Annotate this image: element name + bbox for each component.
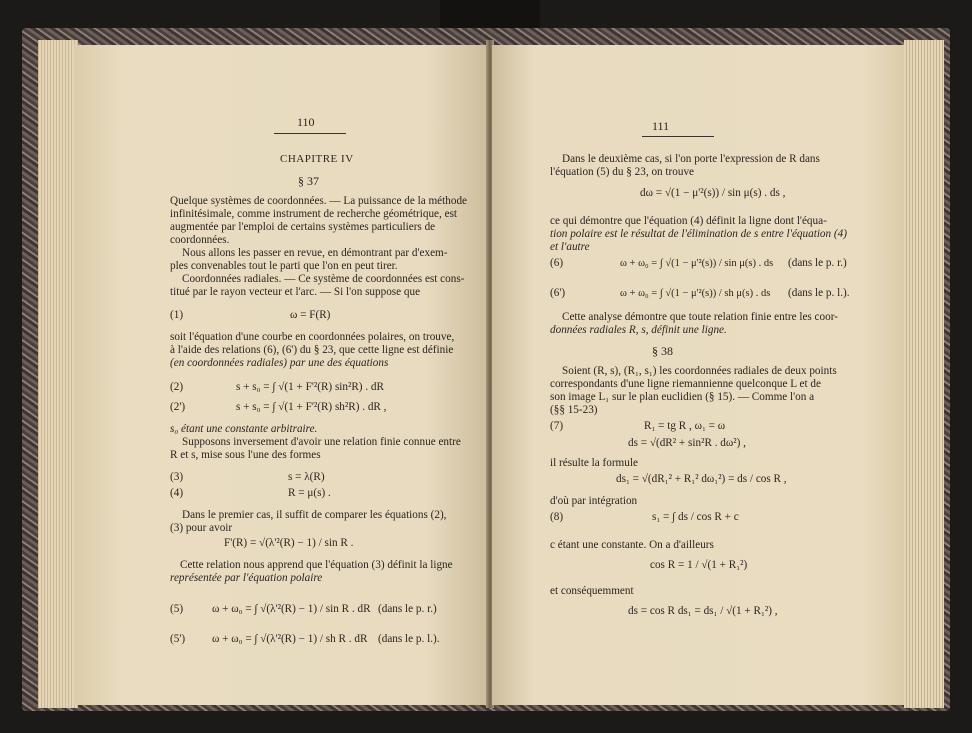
text-line: représentée par l'équation polaire: [170, 572, 323, 584]
text-line: il résulte la formule: [550, 457, 638, 469]
equation-label: (8): [550, 511, 564, 523]
section-heading: § 38: [652, 344, 673, 358]
equation-label: (4): [170, 487, 184, 499]
text-line: ples convenables tout le parti que l'on en peut tirer.: [170, 260, 398, 272]
equation-label: (1): [170, 309, 184, 321]
text-line: (en coordonnées radiales) par une des équations: [170, 357, 389, 369]
text-line: tion polaire est le résultat de l'élimination de s entre l'équation (4): [550, 228, 847, 240]
equation: F'(R) = √(λ'²(R) − 1) / sin R .: [224, 537, 354, 549]
page-number: 110: [297, 115, 315, 129]
text-line: (§§ 15-23): [550, 404, 598, 416]
text-line: données radiales R, s, définit une ligne.: [550, 324, 727, 336]
equation-label: (6'): [550, 287, 566, 299]
equation-note: (dans le p. r.): [378, 603, 437, 615]
equation-note: (dans le p. r.): [788, 257, 847, 269]
equation-label: (3): [170, 471, 184, 483]
right-page-edges: [904, 40, 944, 708]
text-line: et conséquemment: [550, 585, 634, 597]
left-page-edges: [38, 40, 78, 708]
equation: dω = √(1 − μ'²(s)) / sin μ(s) . ds ,: [640, 187, 786, 199]
text-line: (3) pour avoir: [170, 522, 233, 534]
header-rule: [274, 133, 346, 134]
equation: s = λ(R): [288, 471, 325, 483]
text-line: infinitésimale, comme instrument de recherche géométrique, est: [170, 208, 458, 220]
equation-label: (5): [170, 603, 184, 615]
equation: R = μ(s) .: [288, 487, 331, 499]
equation: ω = F(R): [290, 309, 331, 321]
section-heading: § 37: [298, 174, 319, 188]
equation: ω + ω₀ = ∫ √(1 − μ'²(s)) / sh μ(s) . ds: [620, 288, 771, 299]
text-line: Cette relation nous apprend que l'équation (3) définit la ligne: [180, 559, 453, 571]
text-line: Coordonnées radiales. — Ce système de coordonnées est cons-: [182, 273, 465, 285]
equation: ω + ω₀ = ∫ √(λ'²(R) − 1) / sin R . dR: [212, 603, 371, 615]
text-line: c étant une constante. On a d'ailleurs: [550, 539, 714, 551]
text-line: ce qui démontre que l'équation (4) définit la ligne dont l'équa-: [550, 215, 827, 227]
text-line: l'équation (5) du § 23, on trouve: [550, 166, 695, 178]
text-line: Soient (R, s), (R₁, s₁) les coordonnées radiales de deux points: [562, 365, 837, 377]
text-line: Nous allons les passer en revue, en démontrant par d'exem-: [182, 247, 448, 259]
text-line: s₀ étant une constante arbitraire.: [170, 423, 318, 435]
header-rule: [642, 136, 714, 137]
text-line: R et s, mise sous l'une des formes: [170, 449, 321, 461]
text-line: et l'autre: [550, 241, 590, 253]
left-page: [74, 45, 488, 705]
equation: ds₁ = √(dR₁² + R₁² dω₁²) = ds / cos R ,: [616, 473, 787, 485]
text-line: titué par le rayon vecteur et l'arc. — Si l'on suppose que: [170, 286, 421, 298]
equation: ds = cos R ds₁ = ds₁ / √(1 + R₁²) ,: [628, 605, 778, 617]
equation-label: (6): [550, 257, 564, 269]
text-line: Cette analyse démontre que toute relation finie entre les coor-: [562, 311, 838, 323]
equation-label: (2): [170, 381, 184, 393]
text-line: Dans le deuxième cas, si l'on porte l'expression de R dans: [562, 153, 820, 165]
text-line: à l'aide des relations (6), (6') du § 23, que cette ligne est définie: [170, 344, 454, 356]
equation-label: (5'): [170, 633, 186, 645]
text-line: d'où par intégration: [550, 495, 638, 507]
text-line: son image L₁ sur le plan euclidien (§ 15). — Comme l'on a: [550, 391, 815, 403]
text-line: Supposons inversement d'avoir une relation finie connue entre: [182, 436, 461, 448]
text-line: coordonnées.: [170, 234, 230, 246]
text-line: augmentée par l'emploi de certains systèmes particuliers de: [170, 221, 436, 233]
equation-note: (dans le p. l.).: [378, 633, 440, 645]
equation: s₁ = ∫ ds / cos R + c: [652, 511, 739, 523]
equation-label: (2'): [170, 401, 186, 413]
page-number: 111: [652, 119, 670, 133]
text-line: Quelque systèmes de coordonnées. — La puissance de la méthode: [170, 195, 467, 207]
text-line: soit l'équation d'une courbe en coordonnées polaires, on trouve,: [170, 331, 455, 343]
text-line: Dans le premier cas, il suffit de comparer les équations (2),: [182, 509, 447, 521]
equation-note: (dans le p. l.).: [788, 287, 850, 299]
equation: ω + ω₀ = ∫ √(1 − μ'²(s)) / sin μ(s) . ds: [620, 258, 774, 269]
right-page: [492, 45, 904, 705]
text-line: correspondants d'une ligne riemannienne quelconque L et de: [550, 378, 821, 390]
equation: ds = √(dR² + sin²R . dω²) ,: [628, 437, 746, 449]
equation: s + s₀ = ∫ √(1 + F'²(R) sin²R) . dR: [236, 381, 384, 393]
equation: ω + ω₀ = ∫ √(λ'²(R) − 1) / sh R . dR: [212, 633, 368, 645]
equation: R₁ = tg R , ω₁ = ω: [644, 420, 726, 432]
equation: cos R = 1 / √(1 + R₁²): [650, 559, 748, 571]
equation-label: (7): [550, 420, 564, 432]
chapter-title: CHAPITRE IV: [280, 153, 354, 165]
equation: s + s₀ = ∫ √(1 + F'²(R) sh²R) . dR ,: [236, 401, 387, 413]
